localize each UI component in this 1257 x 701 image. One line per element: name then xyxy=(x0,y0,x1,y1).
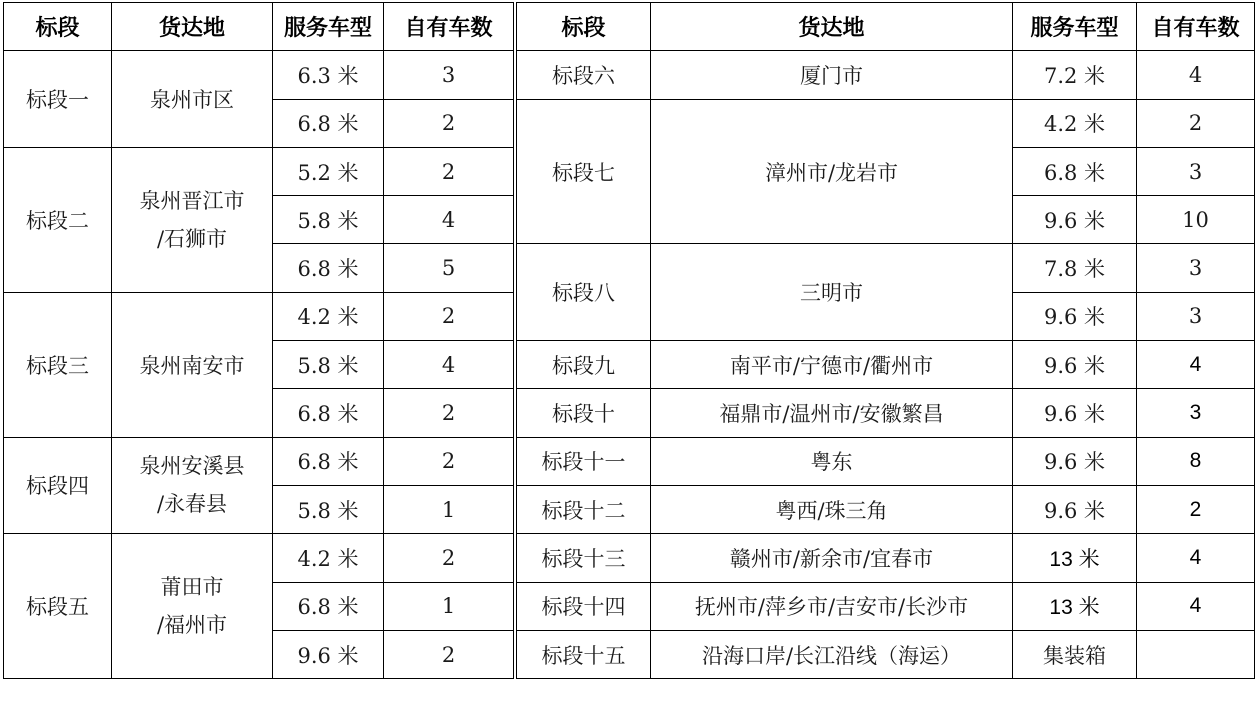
header-destination: 货达地 xyxy=(112,3,273,51)
table-row xyxy=(4,534,514,582)
segment-cell: 标段三 xyxy=(4,292,112,437)
vehicle-type-cell: 5.8 米 xyxy=(273,485,384,533)
segment-cell: 标段十一 xyxy=(517,437,651,485)
destination-cell xyxy=(112,51,273,148)
vehicle-type-cell: 9.6 米 xyxy=(1013,389,1137,437)
vehicle-type-cell: 9.6 米 xyxy=(273,630,384,678)
destination-line: /石狮市 xyxy=(156,226,228,251)
destination-cell: 赣州市/新余市/宜春市 xyxy=(651,534,1013,582)
vehicle-type-cell: 5.2 米 xyxy=(273,147,384,195)
table-row xyxy=(517,582,1255,630)
table-row xyxy=(517,485,1255,533)
destination-cell: 漳州市/龙岩市 xyxy=(651,99,1013,244)
vehicle-type-cell: 5.8 米 xyxy=(273,196,384,244)
vehicle-count-cell: 2 xyxy=(384,534,514,582)
vehicle-type-cell: 9.6 米 xyxy=(1013,485,1137,533)
destination-cell: 厦门市 xyxy=(651,51,1013,99)
segment-cell: 标段十二 xyxy=(517,485,651,533)
vehicle-count-cell: 4 xyxy=(1137,51,1255,99)
segment-cell: 标段二 xyxy=(4,147,112,292)
header-row xyxy=(4,3,514,51)
vehicle-count-cell xyxy=(1137,630,1255,678)
vehicle-count-cell: 2 xyxy=(384,292,514,340)
segment-cell: 标段十四 xyxy=(517,582,651,630)
table-row xyxy=(517,341,1255,389)
vehicle-count-cell: 3 xyxy=(1137,292,1255,340)
table-row xyxy=(517,389,1255,437)
vehicle-count-cell: 3 xyxy=(384,51,514,99)
destination-cell: 三明市 xyxy=(651,244,1013,341)
table-row xyxy=(517,51,1255,99)
vehicle-count-cell: 5 xyxy=(384,244,514,292)
segment-cell: 标段四 xyxy=(4,437,112,534)
table-row xyxy=(4,292,514,340)
vehicle-count-cell: 3 xyxy=(1137,147,1255,195)
header-segment: 标段 xyxy=(517,3,651,51)
vehicle-type-cell: 7.2 米 xyxy=(1013,51,1137,99)
vehicle-count-cell: 2 xyxy=(384,389,514,437)
destination-cell xyxy=(112,147,273,292)
vehicle-count-cell: 1 xyxy=(384,582,514,630)
table-row xyxy=(517,437,1255,485)
destination-cell: 南平市/宁德市/衢州市 xyxy=(651,341,1013,389)
vehicle-type-cell: 6.3 米 xyxy=(273,51,384,99)
destination-cell: 沿海口岸/长江沿线（海运） xyxy=(651,630,1013,678)
destination-cell xyxy=(112,292,273,437)
header-own-vehicles: 自有车数 xyxy=(1137,3,1255,51)
left-table xyxy=(3,2,514,679)
segment-cell: 标段五 xyxy=(4,534,112,679)
right-table xyxy=(516,2,1255,679)
vehicle-type-cell: 6.8 米 xyxy=(273,437,384,485)
destination-cell: 抚州市/萍乡市/吉安市/长沙市 xyxy=(651,582,1013,630)
vehicle-type-cell: 4.2 米 xyxy=(1013,99,1137,147)
destination-cell: 福鼎市/温州市/安徽繁昌 xyxy=(651,389,1013,437)
vehicle-type-cell: 13 米 xyxy=(1013,582,1137,630)
table-row xyxy=(4,437,514,485)
vehicle-count-cell: 1 xyxy=(384,485,514,533)
table-row xyxy=(517,534,1255,582)
table-row xyxy=(517,244,1255,292)
vehicle-type-cell: 9.6 米 xyxy=(1013,196,1137,244)
table-row xyxy=(4,147,514,195)
vehicle-count-cell: 3 xyxy=(1137,244,1255,292)
header-own-vehicles: 自有车数 xyxy=(384,3,514,51)
destination-line: 泉州晋江市 xyxy=(139,188,245,213)
segment-cell: 标段十 xyxy=(517,389,651,437)
vehicle-type-cell: 9.6 米 xyxy=(1013,292,1137,340)
vehicle-count-cell: 2 xyxy=(384,147,514,195)
header-row xyxy=(517,3,1255,51)
vehicle-count-cell: 4 xyxy=(384,196,514,244)
vehicle-count-cell: 2 xyxy=(1137,99,1255,147)
table-row xyxy=(517,99,1255,147)
header-segment: 标段 xyxy=(4,3,112,51)
vehicle-count-cell: 4 xyxy=(1137,341,1255,389)
segment-cell: 标段十五 xyxy=(517,630,651,678)
vehicle-type-cell: 6.8 米 xyxy=(273,99,384,147)
destination-cell: 粤西/珠三角 xyxy=(651,485,1013,533)
vehicle-count-cell: 3 xyxy=(1137,389,1255,437)
vehicle-type-cell: 6.8 米 xyxy=(273,244,384,292)
segment-cell: 标段八 xyxy=(517,244,651,341)
segment-cell: 标段七 xyxy=(517,99,651,244)
vehicle-count-cell: 2 xyxy=(384,99,514,147)
vehicle-count-cell: 4 xyxy=(1137,534,1255,582)
destination-cell: 粤东 xyxy=(651,437,1013,485)
destination-cell xyxy=(112,437,273,534)
vehicle-count-cell: 2 xyxy=(1137,485,1255,533)
vehicle-type-cell: 9.6 米 xyxy=(1013,437,1137,485)
vehicle-count-cell: 8 xyxy=(1137,437,1255,485)
vehicle-type-cell: 4.2 米 xyxy=(273,534,384,582)
vehicle-type-cell: 7.8 米 xyxy=(1013,244,1137,292)
vehicle-type-cell: 6.8 米 xyxy=(1013,147,1137,195)
vehicle-type-cell: 13 米 xyxy=(1013,534,1137,582)
vehicle-type-cell: 集装箱 xyxy=(1013,630,1137,678)
header-vehicle-type: 服务车型 xyxy=(273,3,384,51)
destination-line: 泉州安溪县 xyxy=(139,454,245,479)
destination-line: 泉州市区 xyxy=(150,88,234,113)
header-destination: 货达地 xyxy=(651,3,1013,51)
header-vehicle-type: 服务车型 xyxy=(1013,3,1137,51)
vehicle-type-cell: 9.6 米 xyxy=(1013,341,1137,389)
table-row xyxy=(4,51,514,99)
vehicle-type-cell: 6.8 米 xyxy=(273,389,384,437)
destination-line: /福州市 xyxy=(156,613,228,638)
segment-cell: 标段一 xyxy=(4,51,112,148)
segment-cell: 标段九 xyxy=(517,341,651,389)
vehicle-count-cell: 2 xyxy=(384,437,514,485)
destination-cell xyxy=(112,534,273,679)
vehicle-count-cell: 4 xyxy=(1137,582,1255,630)
vehicle-type-cell: 4.2 米 xyxy=(273,292,384,340)
vehicle-count-cell: 4 xyxy=(384,341,514,389)
destination-line: 莆田市 xyxy=(160,575,224,600)
segment-cell: 标段六 xyxy=(517,51,651,99)
vehicle-count-cell: 10 xyxy=(1137,196,1255,244)
destination-line: /永春县 xyxy=(156,492,228,517)
segment-cell: 标段十三 xyxy=(517,534,651,582)
table-row xyxy=(517,630,1255,678)
vehicle-type-cell: 6.8 米 xyxy=(273,582,384,630)
destination-line: 泉州南安市 xyxy=(139,353,245,378)
vehicle-type-cell: 5.8 米 xyxy=(273,341,384,389)
vehicle-count-cell: 2 xyxy=(384,630,514,678)
